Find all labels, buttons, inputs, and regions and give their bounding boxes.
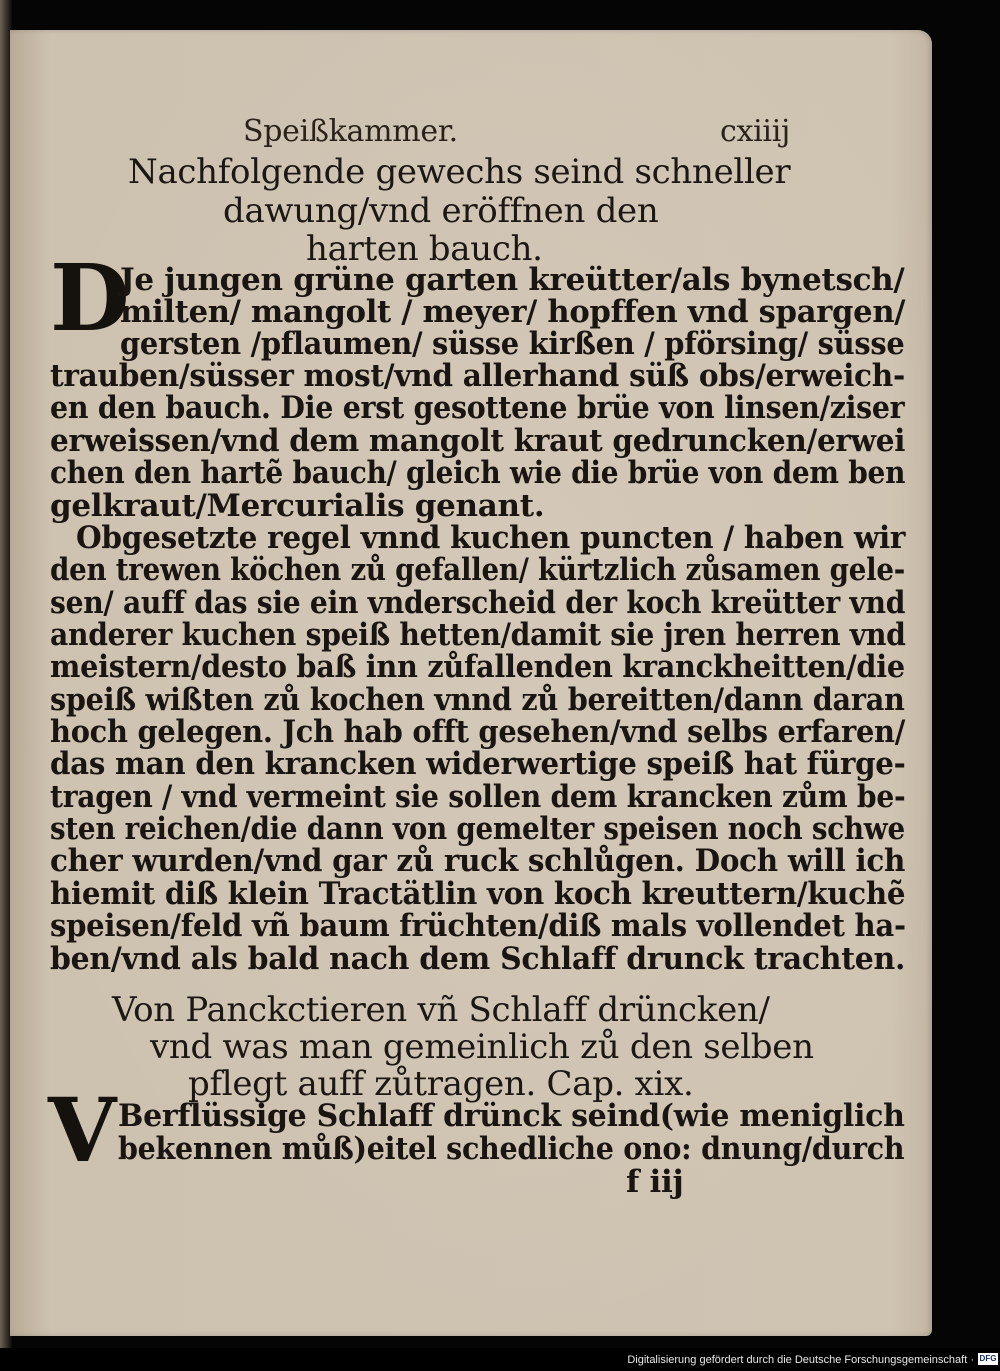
text-line: gersten /pflaumen/ süsse kirßen / pförsing/ süsse — [120, 326, 905, 362]
text-line: trauben/süsser most/vnd allerhand süß obs/erweich- — [50, 358, 905, 394]
text-line: meistern/desto baß inn zůfallenden kranckheitten/die — [50, 649, 905, 685]
section-heading-line: harten bauch. — [306, 229, 543, 269]
text-line: den trewen köchen zů gefallen/ kürtzlich zůsamen gele- — [50, 552, 905, 588]
text-line: tragen / vnd vermeint sie sollen dem krancken zům be- — [50, 779, 906, 815]
chapter-heading-line: Von Panckctieren vñ Schlaff drüncken/ — [112, 990, 770, 1030]
funding-credit: Digitalisierung gefördert durch die Deutsche Forschungsgemeinschaft · — [627, 1354, 974, 1366]
text-line: sen/ auff das sie ein vnderscheid der koch kreütter vnd — [50, 585, 906, 621]
text-line: sten reichen/die dann von gemelter speisen noch schwe — [50, 811, 905, 847]
text-line: cher wurden/vnd gar zů ruck schlůgen. Doch will ich — [50, 843, 906, 879]
text-line: Berflüssige Schlaff drünck seind(wie meniglich — [118, 1098, 905, 1134]
drop-initial: V — [48, 1078, 117, 1182]
section-heading-line: Nachfolgende gewechs seind schneller — [128, 152, 791, 192]
drop-initial: D — [50, 244, 130, 352]
signature-mark: f iij — [626, 1164, 684, 1200]
text-line: speiß wißten zů kochen vnnd zů bereitten/dann daran — [50, 682, 905, 718]
text-line: bekennen můß)eitel schedliche ono: dnung/durch — [118, 1131, 905, 1167]
text-line: chen den hartẽ bauch/ gleich wie die brüe von dem ben — [50, 455, 906, 491]
text-line: anderer kuchen speiß hetten/damit sie jren herren vnd — [50, 617, 906, 653]
text-line: speisen/feld vñ baum früchten/diß mals vollendet ha- — [50, 908, 906, 944]
text-line: erweissen/vnd dem mangolt kraut gedruncken/erwei — [50, 423, 906, 459]
text-line: milten/ mangolt / meyer/ hopffen vnd spargen/ — [120, 294, 906, 330]
chapter-heading-line: vnd was man gemeinlich zů den selben — [150, 1027, 814, 1067]
section-heading-line: dawung/vnd eröffnen den — [223, 191, 659, 231]
book-page — [10, 30, 932, 1336]
text-line: das man den krancken widerwertige speiß hat fürge- — [50, 746, 906, 782]
dfg-logo-icon: DFG — [979, 1354, 997, 1363]
running-head: Speißkammer. — [243, 114, 458, 149]
text-line: hoch gelegen. Jch hab offt gesehen/vnd selbs erfaren/ — [50, 714, 905, 750]
text-line: hiemit diß klein Tractätlin von koch kreuttern/kuchẽ — [50, 876, 906, 912]
folio-number: cxiiij — [720, 114, 791, 149]
text-line: gelkraut/Mercurialis genant. — [50, 488, 545, 524]
chapter-heading-line: pflegt auff zůtragen. Cap. xix. — [188, 1064, 694, 1104]
text-line: Je jungen grüne garten kreütter/als bynetsch/ — [120, 262, 905, 298]
digitization-footer — [0, 1348, 1000, 1371]
text-line: Obgesetzte regel vnnd kuchen puncten / haben wir — [76, 520, 906, 556]
text-line: ben/vnd als bald nach dem Schlaff drunck trachten. — [50, 941, 906, 977]
text-line: en den bauch. Die erst gesottene brüe von linsen/ziser — [50, 390, 905, 426]
